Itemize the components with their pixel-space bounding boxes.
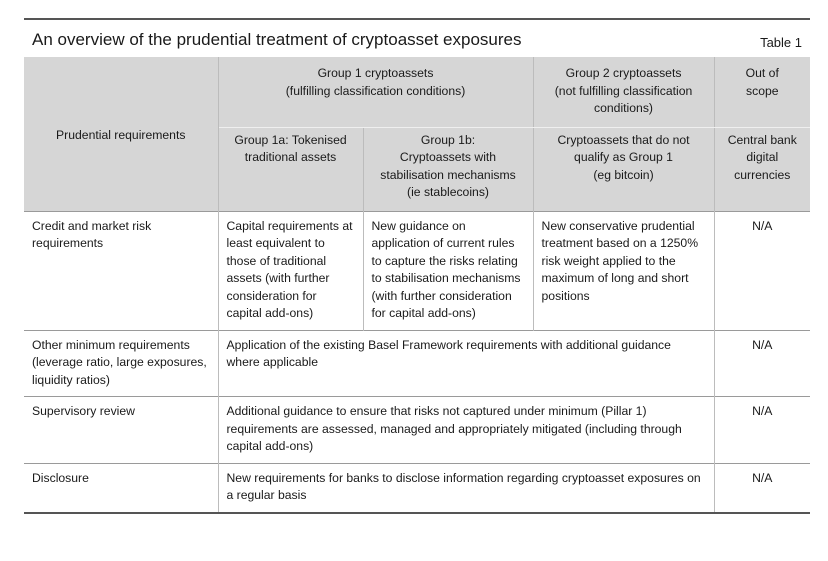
header-group1b-line4: (ie stablecoins)	[407, 185, 489, 199]
header-cbdc-line2: digital	[746, 150, 779, 164]
row-disclosure-out-of-scope: N/A	[714, 463, 810, 513]
header-out-of-scope-line2: scope	[746, 83, 779, 98]
row-credit-market-group1b: New guidance on application of current rules to capture the risks relating to stabilisation mechanisms (with further consideration for capital add-ons)	[363, 211, 533, 330]
header-cbdc-line3: currencies	[734, 167, 791, 182]
top-rule	[24, 18, 810, 20]
row-disclosure-requirement: Disclosure	[24, 463, 218, 513]
table-row	[24, 211, 810, 330]
header-group2-sub-line1: Cryptoassets that do not	[557, 132, 690, 147]
row-supervisory-review-merged: Additional guidance to ensure that risks not captured under minimum (Pillar 1) requirements are assessed, managed and appropriately mitigated (including through capital add-ons)	[218, 397, 714, 464]
header-group1b	[363, 127, 533, 211]
header-out-of-scope-line1: Out of	[745, 66, 779, 80]
row-other-minimum-out-of-scope: N/A	[714, 330, 810, 397]
header-group2-line2: (not fulfilling classification	[554, 83, 693, 98]
header-group1b-line1: Group 1b:	[420, 132, 476, 147]
table-row	[24, 330, 810, 397]
row-other-minimum-merged: Application of the existing Basel Framework requirements with additional guidance where applicable	[218, 330, 714, 397]
header-group1a	[218, 127, 363, 211]
header-cbdc-line1: Central bank	[727, 132, 797, 147]
table-row	[24, 397, 810, 464]
header-group2-line3: conditions)	[594, 101, 653, 115]
header-group2-line1: Group 2 cryptoassets	[565, 66, 682, 80]
header-group1-line1: Group 1 cryptoassets	[317, 66, 434, 80]
table-row	[24, 463, 810, 513]
header-group1b-line2: Cryptoassets with	[399, 150, 497, 164]
header-group1a-line2: traditional assets	[244, 150, 337, 164]
prudential-treatment-table	[24, 57, 810, 514]
header-group1-line2: (fulfilling classification conditions)	[285, 83, 466, 98]
header-group2-sub	[533, 127, 714, 211]
header-out-of-scope	[714, 57, 810, 127]
header-group2-sub-line2: qualify as Group 1	[574, 150, 673, 164]
row-credit-market-requirement: Credit and market risk requirements	[24, 211, 218, 330]
row-credit-market-group1a: Capital requirements at least equivalent to those of traditional assets (with further consideration for capital add-ons)	[218, 211, 363, 330]
header-cbdc	[714, 127, 810, 211]
header-group1a-line1: Group 1a: Tokenised	[234, 132, 347, 147]
row-disclosure-merged: New requirements for banks to disclose information regarding cryptoasset exposures on a regular basis	[218, 463, 714, 513]
row-credit-market-out-of-scope: N/A	[714, 211, 810, 330]
header-requirements-label: Prudential requirements	[56, 128, 186, 142]
row-credit-market-group2: New conservative prudential treatment based on a 1250% risk weight applied to the maximum of long and short positions	[533, 211, 714, 330]
row-other-minimum-requirement: Other minimum requirements (leverage ratio, large exposures, liquidity ratios)	[24, 330, 218, 397]
row-supervisory-review-requirement: Supervisory review	[24, 397, 218, 464]
header-group2-sub-line3: (eg bitcoin)	[593, 167, 654, 182]
row-supervisory-review-out-of-scope: N/A	[714, 397, 810, 464]
header-group2	[533, 57, 714, 127]
table-number: Table 1	[760, 35, 802, 50]
table-title: An overview of the prudential treatment of cryptoasset exposures	[32, 30, 522, 49]
header-group1b-line3: stabilisation mechanisms	[380, 167, 516, 182]
header-prudential-requirements	[24, 57, 218, 211]
header-group1	[218, 57, 533, 127]
